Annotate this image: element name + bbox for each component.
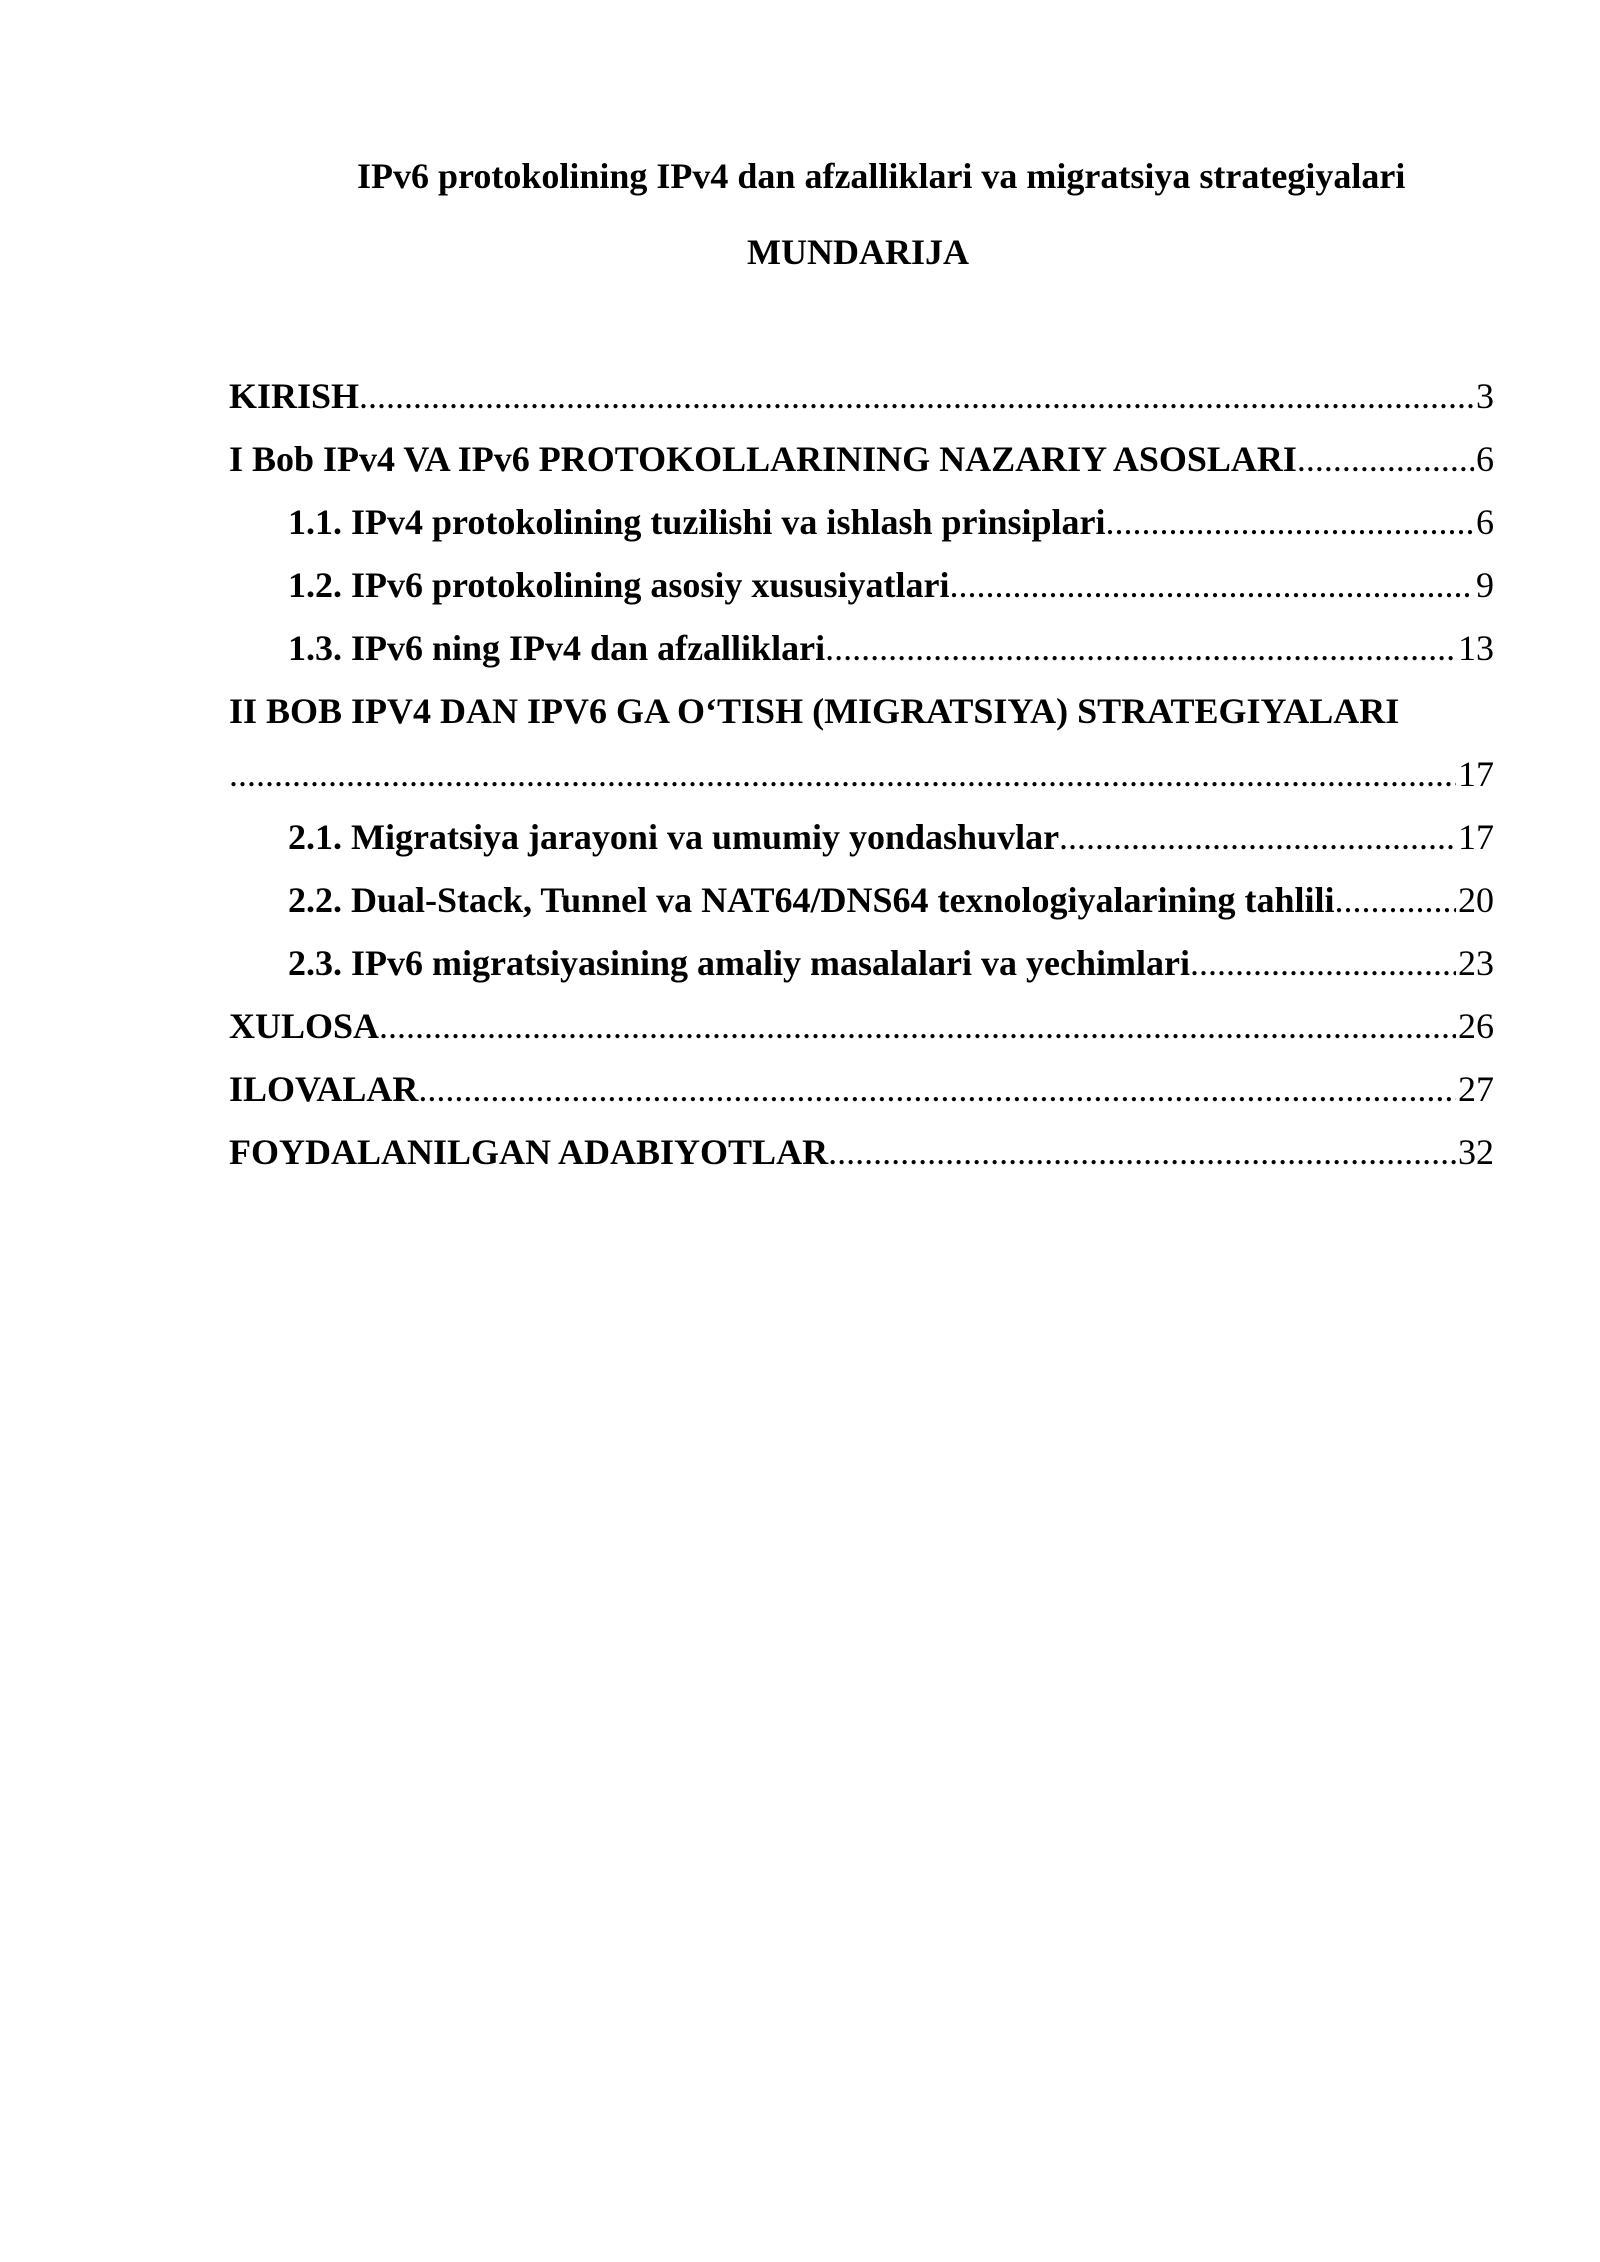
toc-entry-section-1-3[interactable] <box>229 617 1494 680</box>
toc-entry-label: 2.1. Migratsiya jarayoni va umumiy yondashuvlar <box>288 817 1060 857</box>
toc-entry-page: 20 <box>1458 880 1494 920</box>
toc-entry-label: 2.2. Dual-Stack, Tunnel va NAT64/DNS64 texnologiyalarining tahlili <box>288 880 1335 920</box>
toc-entry-label: II BOB IPV4 DAN IPV6 GA O‘TISH (MIGRATSIYA) STRATEGIYALARI <box>229 691 1400 731</box>
toc-entry-adabiyotlar[interactable] <box>229 1121 1494 1184</box>
toc-entry-label: 1.2. IPv6 protokolining asosiy xususiyatlari <box>288 565 950 605</box>
toc-dot-leader <box>828 1121 1456 1184</box>
table-of-contents <box>229 365 1494 1184</box>
toc-dot-leader <box>229 743 1456 806</box>
toc-dot-leader <box>1106 491 1474 554</box>
toc-entry-label: KIRISH <box>229 376 360 416</box>
toc-entry-section-1-2[interactable] <box>229 554 1494 617</box>
toc-entry-ilovalar[interactable] <box>229 1058 1494 1121</box>
toc-entry-label: 1.1. IPv4 protokolining tuzilishi va ishlash prinsiplari <box>288 502 1106 542</box>
toc-entry-page: 23 <box>1458 943 1494 983</box>
toc-entry-chapter-2[interactable] <box>229 680 1494 806</box>
toc-entry-page: 9 <box>1476 565 1494 605</box>
toc-entry-page: 32 <box>1458 1132 1494 1172</box>
toc-entry-label: I Bob IPv4 VA IPv6 PROTOKOLLARINING NAZARIY ASOSLARI <box>229 439 1297 479</box>
toc-entry-section-2-1[interactable] <box>229 806 1494 869</box>
toc-dot-leader <box>949 554 1474 617</box>
toc-dot-leader <box>418 1058 1456 1121</box>
toc-dot-leader <box>1335 869 1456 932</box>
toc-entry-leader-line <box>229 743 1494 806</box>
toc-entry-page: 17 <box>1458 817 1494 857</box>
toc-entry-page: 26 <box>1458 1006 1494 1046</box>
toc-dot-leader <box>359 365 1474 428</box>
toc-entry-xulosa[interactable] <box>229 995 1494 1058</box>
toc-entry-kirish[interactable] <box>229 365 1494 428</box>
toc-entry-page: 13 <box>1458 628 1494 668</box>
toc-entry-page: 6 <box>1476 439 1494 479</box>
toc-dot-leader <box>1190 932 1456 995</box>
toc-entry-label: 1.3. IPv6 ning IPv4 dan afzalliklari <box>288 628 826 668</box>
toc-dot-leader <box>1059 806 1456 869</box>
toc-entry-page: 17 <box>1458 754 1494 794</box>
toc-entry-section-2-2[interactable] <box>229 869 1494 932</box>
toc-entry-page: 6 <box>1476 502 1494 542</box>
toc-entry-section-2-3[interactable] <box>229 932 1494 995</box>
toc-dot-leader <box>379 995 1456 1058</box>
toc-dot-leader <box>825 617 1456 680</box>
toc-entry-label: 2.3. IPv6 migratsiyasining amaliy masalalari va yechimlari <box>288 943 1190 983</box>
toc-entry-section-1-1[interactable] <box>229 491 1494 554</box>
document-title: IPv6 protokolining IPv4 dan afzalliklari va migratsiya strategiyalari <box>357 156 1406 196</box>
toc-entry-page: 27 <box>1458 1069 1494 1109</box>
toc-entry-chapter-1[interactable] <box>229 428 1494 491</box>
toc-dot-leader <box>1297 428 1474 491</box>
toc-entry-label: XULOSA <box>229 1006 380 1046</box>
toc-entry-page: 3 <box>1476 376 1494 416</box>
toc-entry-label: FOYDALANILGAN ADABIYOTLAR <box>229 1132 829 1172</box>
toc-entry-label: ILOVALAR <box>229 1069 419 1109</box>
toc-heading: MUNDARIJA <box>747 232 969 272</box>
